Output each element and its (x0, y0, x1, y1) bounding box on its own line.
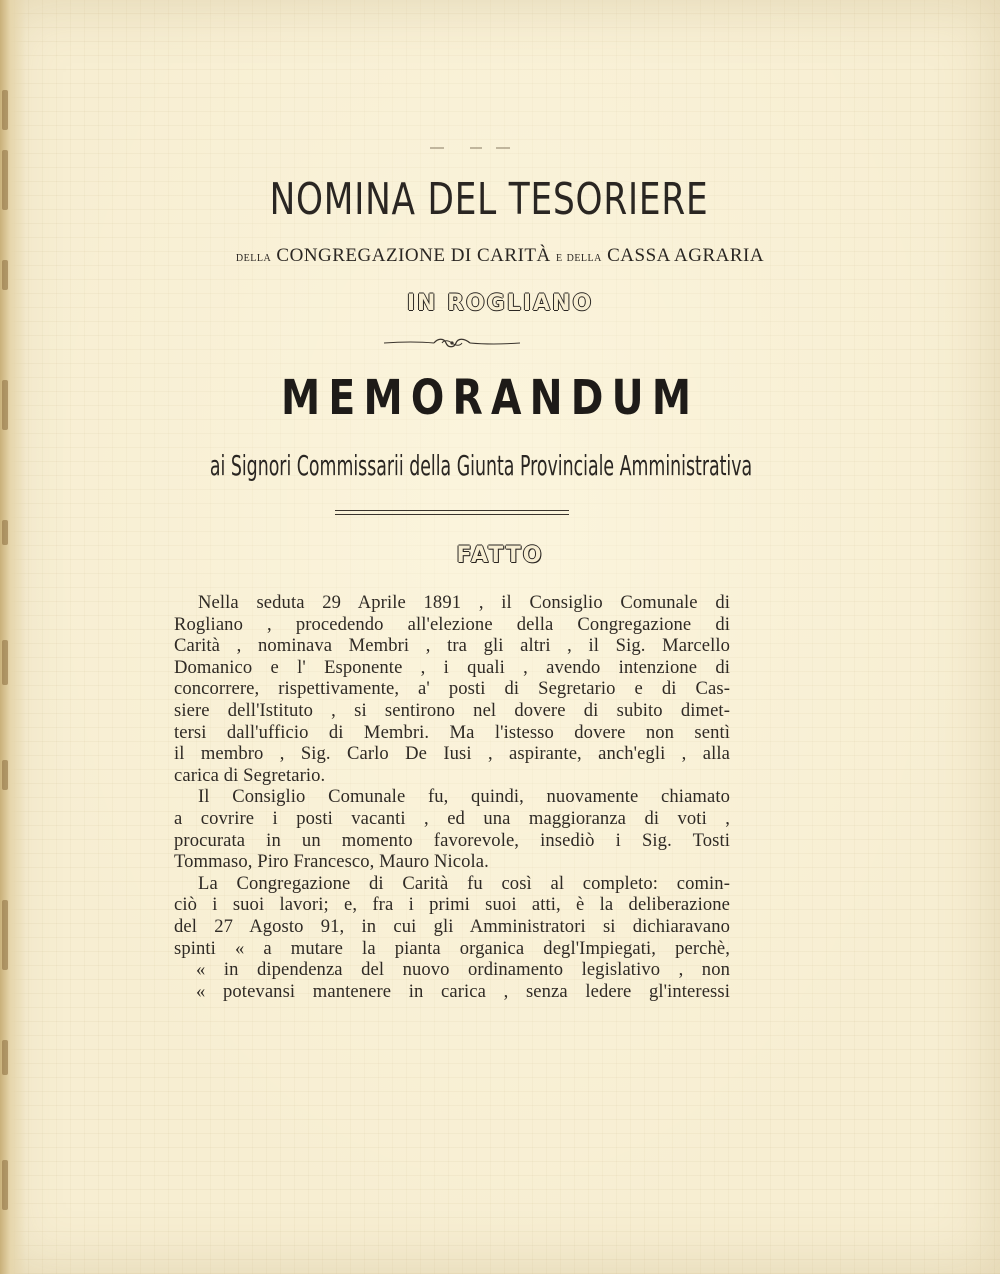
text-line: « potevansi mantenere in carica , senza ledere gl'interessi (196, 980, 730, 1002)
text-line: il membro , Sig. Carlo De Iusi , aspirante, anch'egli , alla (174, 743, 730, 765)
ornament-divider-icon (382, 336, 522, 350)
edge-stain (2, 640, 8, 685)
text-line: La Congregazione di Carità fu così al completo: comin- (198, 872, 730, 894)
text-line: Domanico e l' Esponente , i quali , avendo intenzione di (174, 656, 730, 678)
paper-left-edge (0, 0, 26, 1274)
text-line: Carità , nominava Membri , tra gli altri , il Sig. Marcello (174, 635, 730, 657)
text-line: concorrere, rispettivamente, a' posti di Segretario e di Cas- (174, 678, 730, 700)
text-line: tersi dall'ufficio di Membri. Ma l'istesso dovere non sentì (174, 721, 730, 743)
text-line: ciò i suoi lavori; e, fra i primi suoi atti, è la deliberazione (174, 894, 730, 916)
subtitle-part-2: CONGREGAZIONE DI CARITÀ (276, 245, 551, 266)
text-line: carica di Segretario. (174, 764, 326, 786)
place-heading: IN ROGLIANO (406, 291, 594, 316)
edge-stain (2, 1160, 8, 1210)
double-rule-top (335, 510, 569, 511)
text-line: procurata in un momento favorevole, insediò i Sig. Tosti (174, 829, 730, 851)
text-line: a covrire i posti vacanti , ed una maggioranza di voti , (174, 807, 730, 829)
body-text (174, 592, 730, 1002)
text-line: Nella seduta 29 Aprile 1891 , il Consiglio Comunale di (198, 592, 730, 613)
subtitle-part-3: e della (555, 250, 602, 265)
text-line: Tommaso, Piro Francesco, Mauro Nicola. (174, 851, 489, 873)
text-line: Il Consiglio Comunale fu, quindi, nuovamente chiamato (198, 786, 730, 808)
memorandum-heading: MEMORANDUM (281, 370, 700, 426)
edge-stain (2, 900, 8, 970)
text-line: Rogliano , procedendo all'elezione della Congregazione di (174, 613, 730, 635)
text-line: del 27 Agosto 91, in cui gli Amministratori si dichiaravano (174, 915, 730, 937)
document-subtitle (0, 245, 1000, 267)
top-dash-marks (410, 147, 530, 149)
edge-stain (2, 380, 8, 430)
section-title: FATTO (456, 543, 544, 568)
text-line: spinti « a mutare la pianta organica degl'Impiegati, perchè, (174, 937, 730, 959)
text-line: « in dipendenza del nuovo ordinamento legislativo , non (196, 959, 730, 981)
text-line: siere dell'Istituto , si sentirono nel dovere di subito dimet- (174, 699, 730, 721)
addressee-line: ai Signori Commissarii della Giunta Provinciale Amministrativa (209, 449, 753, 482)
edge-stain (2, 90, 8, 130)
double-rule-bottom (335, 514, 569, 515)
edge-stain (2, 520, 8, 545)
edge-stain (2, 1040, 8, 1075)
edge-stain (2, 150, 8, 210)
document-title: NOMINA DEL TESORIERE (269, 174, 709, 225)
edge-stain (2, 760, 8, 790)
subtitle-part-1: della (235, 250, 272, 265)
subtitle-part-4: CASSA AGRARIA (607, 245, 765, 266)
